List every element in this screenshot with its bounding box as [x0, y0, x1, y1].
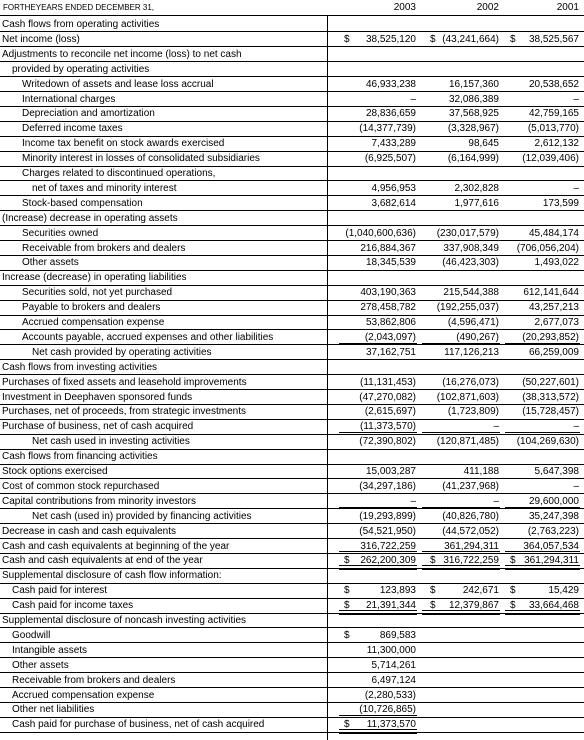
table-row [0, 509, 584, 524]
value-2001 [507, 643, 579, 658]
value-2003: 316,722,259 [360, 540, 416, 552]
table-row [0, 32, 584, 47]
value-2003 [344, 47, 416, 62]
row-label: (Increase) decrease in operating assets [2, 212, 178, 224]
single-underline [339, 715, 417, 716]
row-label: Accounts payable, accrued expenses and other liabilities [22, 331, 274, 343]
value-2002: 215,544,388 [443, 287, 499, 299]
currency-symbol: $ [344, 600, 350, 612]
table-row [0, 375, 584, 390]
value-2001: 612,141,644 [523, 287, 579, 299]
table-row [0, 360, 584, 375]
single-underline [339, 432, 417, 433]
table-row [0, 524, 584, 539]
value-2003: 869,583 [379, 629, 416, 641]
value-2003 [344, 360, 416, 375]
currency-symbol: $ [430, 585, 436, 597]
row-label: Deferred income taxes [22, 123, 123, 135]
year-header-2002: 2002 [476, 2, 499, 13]
value-2003: 46,933,238 [365, 78, 416, 90]
value-2002 [427, 568, 499, 583]
row-label: Net cash (used in) provided by financing activities [32, 510, 252, 522]
row-label: Minority interest in losses of consolidated subsidiaries [22, 153, 260, 165]
value-2002: 12,379,867 [448, 600, 499, 612]
value-2002 [427, 717, 499, 732]
row-label: Cost of common stock repurchased [2, 480, 160, 492]
table-row [0, 226, 584, 241]
row-label: Other assets [22, 257, 79, 269]
value-2003: (10,726,865) [359, 704, 416, 716]
value-2003: 403,190,363 [360, 287, 416, 299]
header-rule [0, 15, 584, 16]
value-2003: 11,300,000 [366, 644, 416, 656]
value-2003: (11,131,453) [360, 376, 416, 388]
value-2002: (120,871,485) [436, 436, 499, 448]
value-2002 [427, 17, 499, 32]
value-2002: 361,294,311 [444, 540, 499, 552]
table-row [0, 628, 584, 643]
table-row [0, 315, 584, 330]
value-2001: 2,612,132 [534, 138, 579, 150]
value-2001: 43,257,213 [528, 302, 579, 314]
table-row [0, 62, 584, 77]
table-row [0, 613, 584, 628]
row-label: Purchase of business, net of cash acquired [2, 421, 194, 433]
value-2001: – [573, 182, 579, 194]
value-2002: 337,908,349 [443, 242, 499, 254]
row-label: Stock-based compensation [22, 197, 143, 209]
value-2001 [507, 47, 579, 62]
value-2002 [427, 211, 499, 226]
table-row [0, 673, 584, 688]
row-rule [0, 732, 584, 733]
table-row [0, 658, 584, 673]
value-2003: 278,458,782 [360, 302, 416, 314]
row-label: provided by operating activities [12, 63, 150, 75]
row-label: Securities owned [22, 227, 99, 239]
row-label: Cash and cash equivalents at beginning of the year [2, 540, 230, 552]
single-underline [505, 507, 580, 508]
value-2003: (14,377,739) [359, 123, 416, 135]
value-2003: 15,003,287 [365, 466, 416, 477]
table-title: FORTHEYEARS ENDED DECEMBER 31, [3, 3, 154, 12]
single-underline [422, 343, 500, 344]
value-2002: – [493, 421, 499, 433]
row-label: Income tax benefit on stock awards exercised [22, 138, 225, 150]
value-2003: – [410, 93, 416, 105]
value-2001 [507, 628, 579, 643]
row-label: Net cash used in investing activities [32, 436, 190, 448]
value-2002 [427, 702, 499, 717]
value-2002: – [493, 495, 499, 507]
row-label: Net cash provided by operating activities [32, 346, 212, 358]
value-2001: 35,247,398 [528, 510, 579, 522]
value-2003: 7,433,289 [371, 138, 416, 150]
value-2002: 98,645 [468, 138, 499, 150]
table-row [0, 285, 584, 300]
value-2001 [507, 211, 579, 226]
value-2001 [507, 166, 579, 181]
single-underline [422, 432, 500, 433]
value-2002 [427, 673, 499, 688]
header-row [0, 0, 584, 15]
value-2001 [507, 702, 579, 717]
value-2003: – [410, 495, 416, 507]
value-2001: (104,269,630) [516, 436, 579, 448]
value-2002: (16,276,073) [442, 376, 499, 388]
row-label: Cash flows from financing activities [2, 451, 158, 463]
value-2003: (72,390,802) [359, 436, 416, 448]
value-2001 [507, 62, 579, 77]
value-2003: 38,525,120 [365, 33, 416, 45]
row-label: Net income (loss) [2, 33, 80, 45]
value-2003: 53,862,806 [365, 317, 416, 328]
value-2002: 117,126,213 [444, 346, 499, 358]
row-label: Accrued compensation expense [22, 317, 165, 328]
currency-symbol: $ [344, 629, 350, 641]
value-2001: 361,294,311 [524, 555, 579, 567]
value-2003 [344, 270, 416, 285]
row-label: Cash flows from operating activities [2, 19, 160, 30]
table-row [0, 241, 584, 256]
value-2003 [344, 62, 416, 77]
value-2003: 3,682,614 [371, 197, 416, 209]
single-underline [339, 343, 417, 344]
value-2003: (19,293,899) [359, 510, 416, 522]
table-row [0, 643, 584, 658]
value-2002: (43,241,664) [442, 33, 499, 45]
value-2002 [427, 643, 499, 658]
double-underline [339, 729, 417, 734]
currency-symbol: $ [430, 600, 436, 612]
value-2002 [427, 688, 499, 703]
value-2001 [507, 270, 579, 285]
value-2001: 364,057,534 [523, 540, 579, 552]
row-label: Stock options exercised [2, 466, 108, 477]
table-row [0, 77, 584, 92]
value-2002: 1,977,616 [454, 197, 499, 209]
value-2001 [507, 568, 579, 583]
value-2002: (4,596,471) [447, 317, 499, 328]
row-label: net of taxes and minority interest [32, 182, 177, 194]
value-2002: 2,302,828 [454, 182, 499, 194]
value-2001: (12,039,406) [522, 153, 579, 165]
value-2003: 11,373,570 [366, 719, 416, 731]
value-2001 [507, 17, 579, 32]
row-label: Cash paid for purchase of business, net of cash acquired [12, 719, 265, 731]
value-2003 [344, 613, 416, 628]
row-label: Accrued compensation expense [12, 689, 155, 701]
table-row [0, 390, 584, 405]
value-2001: 38,525,567 [528, 33, 579, 45]
table-row [0, 151, 584, 166]
value-2002 [427, 47, 499, 62]
value-2003: (2,615,697) [364, 406, 416, 418]
row-label: Securities sold, not yet purchased [22, 287, 173, 299]
value-2001: 15,429 [548, 585, 579, 597]
table-row [0, 479, 584, 494]
value-2001: (20,293,852) [522, 331, 579, 343]
value-2002 [427, 62, 499, 77]
value-2002: (41,237,968) [442, 480, 499, 492]
currency-symbol: $ [510, 585, 516, 597]
value-2002: (6,164,999) [447, 153, 499, 165]
currency-symbol: $ [344, 719, 350, 731]
value-2003: (6,925,507) [364, 153, 416, 165]
value-2003 [344, 211, 416, 226]
value-2001: 1,493,022 [534, 257, 579, 269]
table-row [0, 404, 584, 419]
value-2001 [507, 688, 579, 703]
table-row [0, 583, 584, 598]
value-2002: (46,423,303) [442, 257, 499, 269]
row-label: Cash paid for income taxes [12, 600, 134, 612]
value-2003 [344, 166, 416, 181]
row-label: Increase (decrease) in operating liabilities [2, 272, 187, 284]
row-label: Supplemental disclosure of noncash investing activities [2, 615, 247, 626]
row-label: Payable to brokers and dealers [22, 302, 161, 314]
value-2003: 123,893 [379, 585, 416, 597]
value-2001 [507, 658, 579, 673]
value-2002 [427, 360, 499, 375]
row-label: Capital contributions from minority investors [2, 495, 196, 507]
row-label: Cash flows from investing activities [2, 361, 158, 373]
table-row [0, 568, 584, 583]
value-2002: (102,871,603) [436, 391, 499, 403]
single-underline [422, 507, 500, 508]
value-2003: (11,373,570) [360, 421, 416, 433]
table-row [0, 47, 584, 62]
currency-symbol: $ [510, 33, 516, 45]
single-underline [339, 551, 417, 552]
value-2002: 37,568,925 [448, 108, 499, 120]
table-row [0, 270, 584, 285]
table-row [0, 449, 584, 464]
row-label: Writedown of assets and lease loss accrual [22, 78, 214, 90]
row-label: Receivable from brokers and dealers [22, 242, 186, 254]
value-2003: 6,497,124 [371, 674, 416, 686]
currency-symbol: $ [344, 33, 350, 45]
row-label: Investment in Deephaven sponsored funds [2, 391, 193, 403]
row-label: Charges related to discontinued operations, [22, 168, 216, 179]
year-header-2001: 2001 [556, 2, 579, 13]
value-2003 [344, 17, 416, 32]
value-2002 [427, 449, 499, 464]
value-2001: 66,259,009 [528, 346, 579, 358]
value-2001: (2,763,223) [527, 525, 579, 537]
value-2002: 32,086,389 [448, 93, 499, 105]
row-label: Decrease in cash and cash equivalents [2, 525, 176, 537]
value-2002: (44,572,052) [442, 525, 499, 537]
currency-symbol: $ [344, 585, 350, 597]
table-row [0, 300, 584, 315]
single-underline [339, 507, 417, 508]
value-2002: (230,017,579) [436, 227, 499, 239]
value-2003: 216,884,367 [360, 242, 416, 254]
row-label: Adjustments to reconcile net income (loss) to net cash [2, 48, 242, 60]
value-2001 [507, 360, 579, 375]
value-2002: (40,826,780) [442, 510, 499, 522]
row-label: Depreciation and amortization [22, 108, 155, 120]
table-row [0, 106, 584, 121]
row-label: Receivable from brokers and dealers [12, 674, 176, 686]
table-row [0, 702, 584, 717]
value-2003: (34,297,186) [359, 480, 416, 492]
value-2002: (192,255,037) [436, 302, 499, 314]
table-row [0, 92, 584, 107]
value-2001 [507, 449, 579, 464]
currency-symbol: $ [430, 33, 436, 45]
table-row [0, 166, 584, 181]
table-row [0, 345, 584, 360]
table-row [0, 255, 584, 270]
value-2002: (3,328,967) [447, 123, 499, 135]
value-2002 [427, 628, 499, 643]
value-2001: – [573, 421, 579, 433]
table-row [0, 136, 584, 151]
value-2003: (47,270,082) [359, 391, 416, 403]
value-2001 [507, 613, 579, 628]
value-2001: – [573, 480, 579, 492]
table-row [0, 717, 584, 732]
value-2001: (5,013,770) [527, 123, 579, 135]
row-label: Cash paid for interest [12, 585, 108, 597]
single-underline [505, 551, 580, 552]
value-2003: (54,521,950) [359, 525, 416, 537]
value-2003 [344, 449, 416, 464]
value-2001: 20,538,652 [528, 78, 579, 90]
value-2001: 5,647,398 [534, 466, 579, 477]
single-underline [505, 343, 580, 344]
value-2001: 45,484,174 [528, 227, 579, 239]
currency-symbol: $ [510, 600, 516, 612]
value-2003: 262,200,309 [360, 555, 416, 567]
value-2002 [427, 658, 499, 673]
value-2002: (1,723,809) [447, 406, 499, 418]
value-2001: 2,677,073 [534, 317, 579, 328]
value-2003: 28,836,659 [365, 108, 416, 120]
value-2001: (38,313,572) [522, 391, 579, 403]
value-2002 [427, 166, 499, 181]
value-2001: 173,599 [542, 197, 579, 209]
currency-symbol: $ [510, 555, 516, 567]
value-2002: 242,671 [462, 585, 499, 597]
single-underline [422, 551, 500, 552]
value-2003: 18,345,539 [365, 257, 416, 269]
value-2002: 411,188 [463, 466, 499, 477]
value-2001 [507, 717, 579, 732]
value-2002: (490,267) [456, 331, 499, 343]
currency-symbol: $ [344, 555, 350, 567]
value-2001: (50,227,601) [522, 376, 579, 388]
row-label: Other assets [12, 659, 69, 671]
single-underline [505, 432, 580, 433]
value-2001: – [573, 93, 579, 105]
row-label: Goodwill [12, 629, 51, 641]
value-2001: 29,600,000 [528, 495, 579, 507]
value-2002: 316,722,259 [443, 555, 499, 567]
table-row [0, 464, 584, 479]
row-label: Intangible assets [12, 644, 88, 656]
table-row [0, 211, 584, 226]
table-row [0, 196, 584, 211]
value-2001 [507, 673, 579, 688]
row-label: Other net liabilities [12, 704, 95, 716]
row-label: Cash and cash equivalents at end of the year [2, 555, 203, 567]
row-label: Supplemental disclosure of cash flow information: [2, 570, 222, 582]
value-2003: (1,040,600,636) [345, 227, 416, 239]
value-2003: 37,162,751 [365, 346, 416, 358]
table-row [0, 181, 584, 196]
currency-symbol: $ [430, 555, 436, 567]
value-2003: (2,280,533) [364, 689, 416, 701]
value-2001: (706,056,204) [516, 242, 579, 254]
row-label: Purchases, net of proceeds, from strategic investments [2, 406, 246, 418]
value-2001: 42,759,165 [528, 108, 579, 120]
table-row [0, 688, 584, 703]
value-2002: 16,157,360 [448, 78, 499, 90]
row-label: Purchases of fixed assets and leasehold improvements [2, 376, 247, 388]
value-2003 [344, 568, 416, 583]
value-2003: 4,956,953 [371, 182, 416, 194]
value-2002 [427, 613, 499, 628]
value-2002 [427, 270, 499, 285]
value-2003: (2,043,097) [364, 331, 416, 343]
table-row [0, 17, 584, 32]
table-row [0, 121, 584, 136]
value-2003: 21,391,344 [365, 600, 416, 612]
year-header-2003: 2003 [393, 2, 416, 13]
value-2001: (15,728,457) [522, 406, 579, 418]
table-row [0, 434, 584, 449]
value-2001: 33,664,468 [528, 600, 579, 612]
row-label: International charges [22, 93, 116, 105]
value-2003: 5,714,261 [371, 659, 416, 671]
